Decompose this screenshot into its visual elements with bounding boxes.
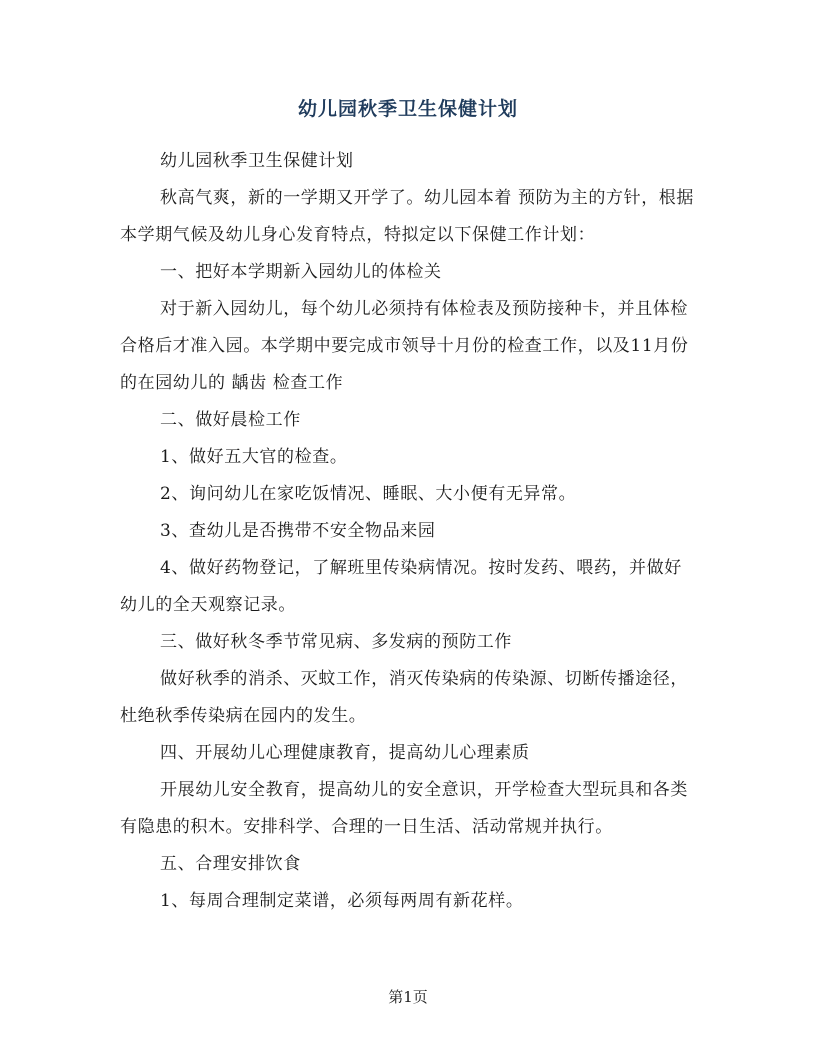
paragraph: 开展幼儿安全教育，提高幼儿的安全意识，开学检查大型玩具和各类有隐患的积木。安排科学、合理的一日生活、活动常规并执行。 [120,780,688,837]
document-body [120,143,695,920]
list-item: 1、每周合理制定菜谱，必须每两周有新花样。 [160,891,524,911]
section-heading: 一、把好本学期新入园幼儿的体检关 [160,262,442,282]
paragraph: 对于新入园幼儿，每个幼儿必须持有体检表及预防接种卡，并且体检合格后才准入园。本学期中要完成市领导十月份的检查工作，以及11月份的在园幼儿的 龋齿 检查工作 [120,299,689,393]
document-title: 幼儿园秋季卫生保健计划 [297,98,518,120]
list-item: 1、做好五大官的检查。 [160,447,348,467]
paragraph: 做好秋季的消杀、灭蚊工作，消灭传染病的传染源、切断传播途径，杜绝秋季传染病在园内的发生。 [120,669,688,726]
page-number: 第1页 [388,988,428,1006]
paragraph: 幼儿园秋季卫生保健计划 [160,151,354,171]
section-heading: 三、做好秋冬季节常见病、多发病的预防工作 [160,632,512,652]
section-heading: 四、开展幼儿心理健康教育，提高幼儿心理素质 [160,743,530,763]
section-heading: 五、合理安排饮食 [160,854,301,874]
section-heading: 二、做好晨检工作 [160,410,301,430]
paragraph: 秋高气爽，新的一学期又开学了。幼儿园本着 预防为主的方针，根据本学期气候及幼儿身心发育特点，特拟定以下保健工作计划： [120,188,695,245]
list-item: 2、询问幼儿在家吃饭情况、睡眠、大小便有无异常。 [160,484,577,504]
list-item: 4、做好药物登记，了解班里传染病情况。按时发药、喂药，并做好幼儿的全天观察记录。 [120,558,682,615]
list-item: 3、查幼儿是否携带不安全物品来园 [160,521,436,541]
